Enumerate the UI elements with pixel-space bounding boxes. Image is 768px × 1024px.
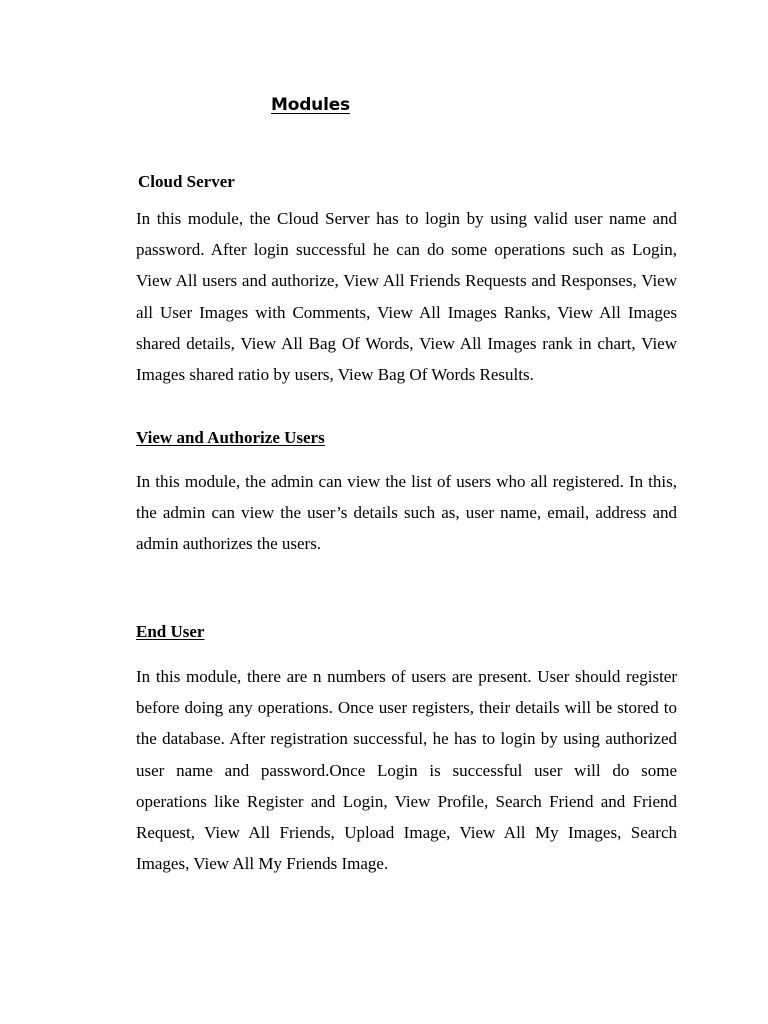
page-title: Modules	[271, 95, 350, 115]
section-heading-end-user: End User	[136, 622, 205, 641]
section-body-view-authorize-users: In this module, the admin can view the list of users who all registered. In this, the admin can view the user’s details such as, user name, email, address and admin authorizes the users.	[136, 472, 677, 554]
section-body-end-user: In this module, there are n numbers of users are present. User should register before doing any operations. Once user registers, their details will be stored to the database. After registration successful, he has to login by using authorized user name and password.Once Login is successful user will do some operations like Register and Login, View Profile, Search Friend and Friend Request, View All Friends, Upload Image, View All My Images, Search Images, View All My Friends Image.	[136, 667, 677, 874]
section-heading-view-authorize-users: View and Authorize Users	[136, 428, 325, 447]
section-heading-cloud-server: Cloud Server	[138, 172, 235, 191]
section-body-cloud-server: In this module, the Cloud Server has to login by using valid user name and password. After login successful he can do some operations such as Login, View All users and authorize, View All Friends Requests and Responses, View all User Images with Comments, View All Images Ranks, View All Images shared details, View All Bag Of Words, View All Images rank in chart, View Images shared ratio by users, View Bag Of Words Results.	[136, 209, 677, 385]
